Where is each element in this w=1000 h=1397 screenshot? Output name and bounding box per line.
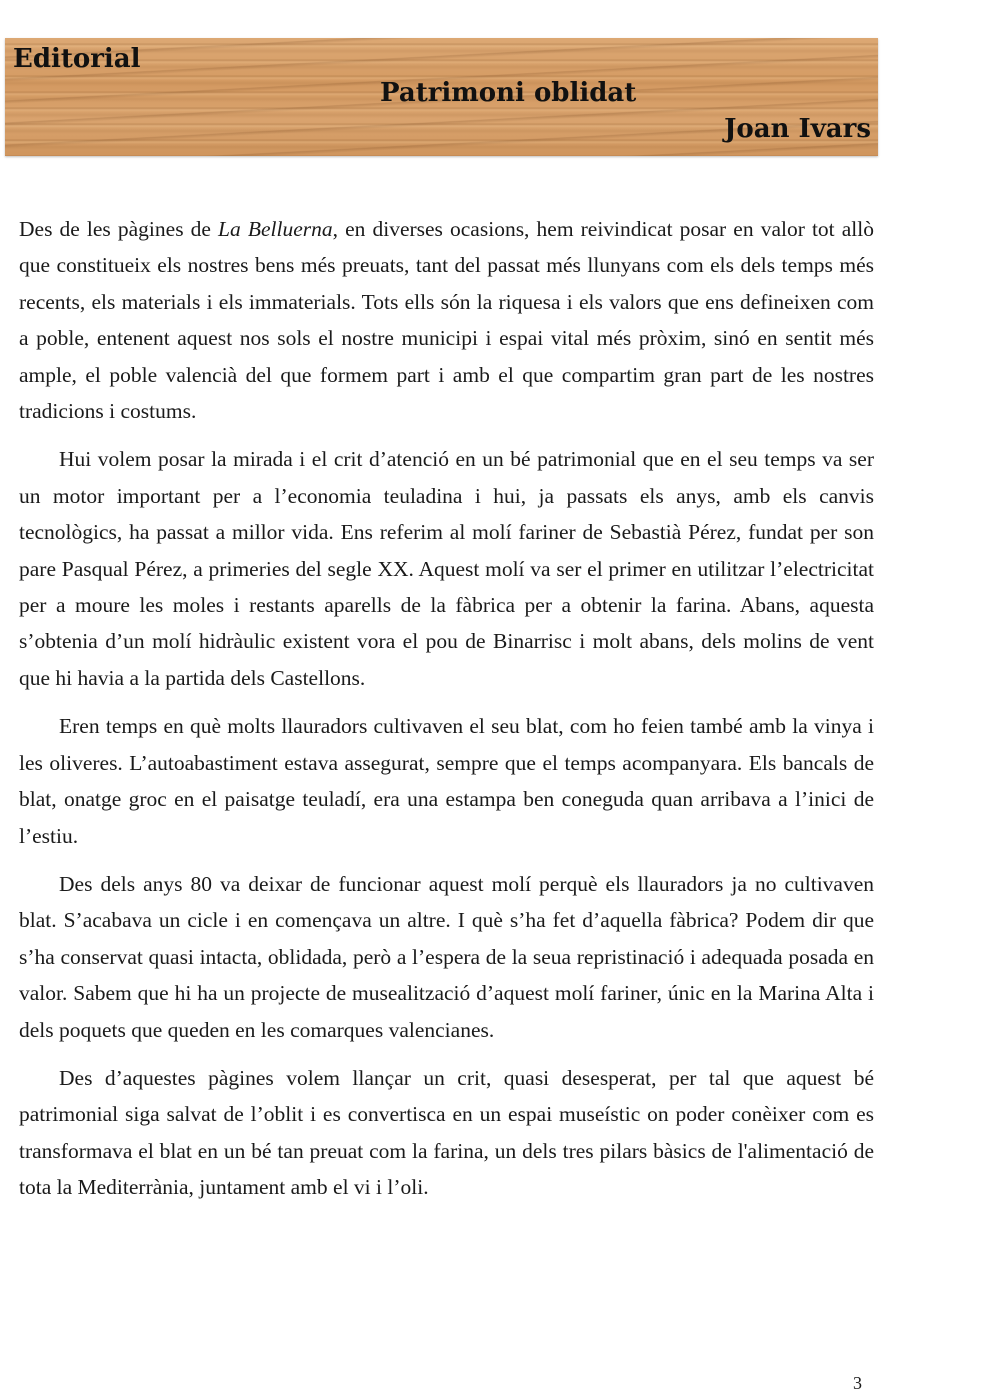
section-label: Editorial bbox=[13, 44, 141, 74]
magazine-name: La Belluerna bbox=[218, 217, 333, 241]
page-number: 3 bbox=[853, 1373, 862, 1393]
paragraph-1 bbox=[19, 211, 874, 429]
paragraph-3: Eren temps en què molts llauradors cultivaven el seu blat, com ho feien també amb la vinya i les oliveres. L’autoabastiment estava assegurat, sempre que el temps acompanyara. Els bancals de blat, onatge groc en el paisatge teuladí, era una estampa ben coneguda quan arribava a l’inici de l’estiu. bbox=[19, 714, 874, 848]
paragraph-4: Des dels anys 80 va deixar de funcionar aquest molí perquè els llauradors ja no cultivaven blat. S’acabava un cicle i en començava un altre. I què s’ha fet d’aquella fàbrica? Podem dir que s’ha conservat quasi intacta, oblidada, però a l’espera de la seua repristinació i adequada posada en valor. Sabem que hi ha un projecte de musealització d’aquest molí fariner, únic en la Marina Alta i dels poquets que queden en les comarques valencianes. bbox=[19, 871, 874, 1042]
paragraph-2: Hui volem posar la mirada i el crit d’atenció en un bé patrimonial que en el seu temps va ser un motor important per a l’economia teuladina i hui, ja passats els anys, amb els canvis tecnològics, ha passat a millor vida. Ens referim al molí fariner de Sebastià Pérez, fundat per son pare Pasqual Pérez, a primeries del segle XX. Aquest molí va ser el primer en utilitzar l’electricitat per a moure les moles i restants aparells de la fàbrica per a obtenir la farina. Abans, aquesta s’obtenia d’un molí hidràulic existent vora el pou de Binarrisc i molt abans, dels molins de vent que hi havia a la partida dels Castellons. bbox=[19, 447, 874, 690]
header-banner bbox=[5, 38, 878, 156]
article-title: Patrimoni oblidat bbox=[380, 78, 637, 108]
paragraph-1-start: Des de les pàgines de bbox=[19, 217, 219, 241]
article-body bbox=[19, 211, 874, 1218]
paragraph-5: Des d’aquestes pàgines volem llançar un crit, quasi desesperat, per tal que aquest bé patrimonial siga salvat de l’oblit i es convertisca en un espai museístic on poder conèixer com es transformava el blat en un bé tan preuat com la farina, un dels tres pilars bàsics de l'alimentació de tota la Mediterrània, juntament amb el vi i l’oli. bbox=[19, 1065, 874, 1200]
article-author: Joan Ivars bbox=[724, 114, 871, 144]
paragraph-1-rest: , en diverses ocasions, hem reivindicat posar en valor tot allò que constitueix els nostres bens més preuats, tant del passat més llunyans com els dels temps més recents, els materials i els immaterials. Tots ells són la riquesa i els valors que ens defineixen com a poble, entenent aquest nos sols el nostre municipi i espai vital més pròxim, sinó en sentit més ample, el poble valencià del que formem part i amb el que compartim gran part de les nostres tradicions i costums. bbox=[19, 217, 874, 424]
